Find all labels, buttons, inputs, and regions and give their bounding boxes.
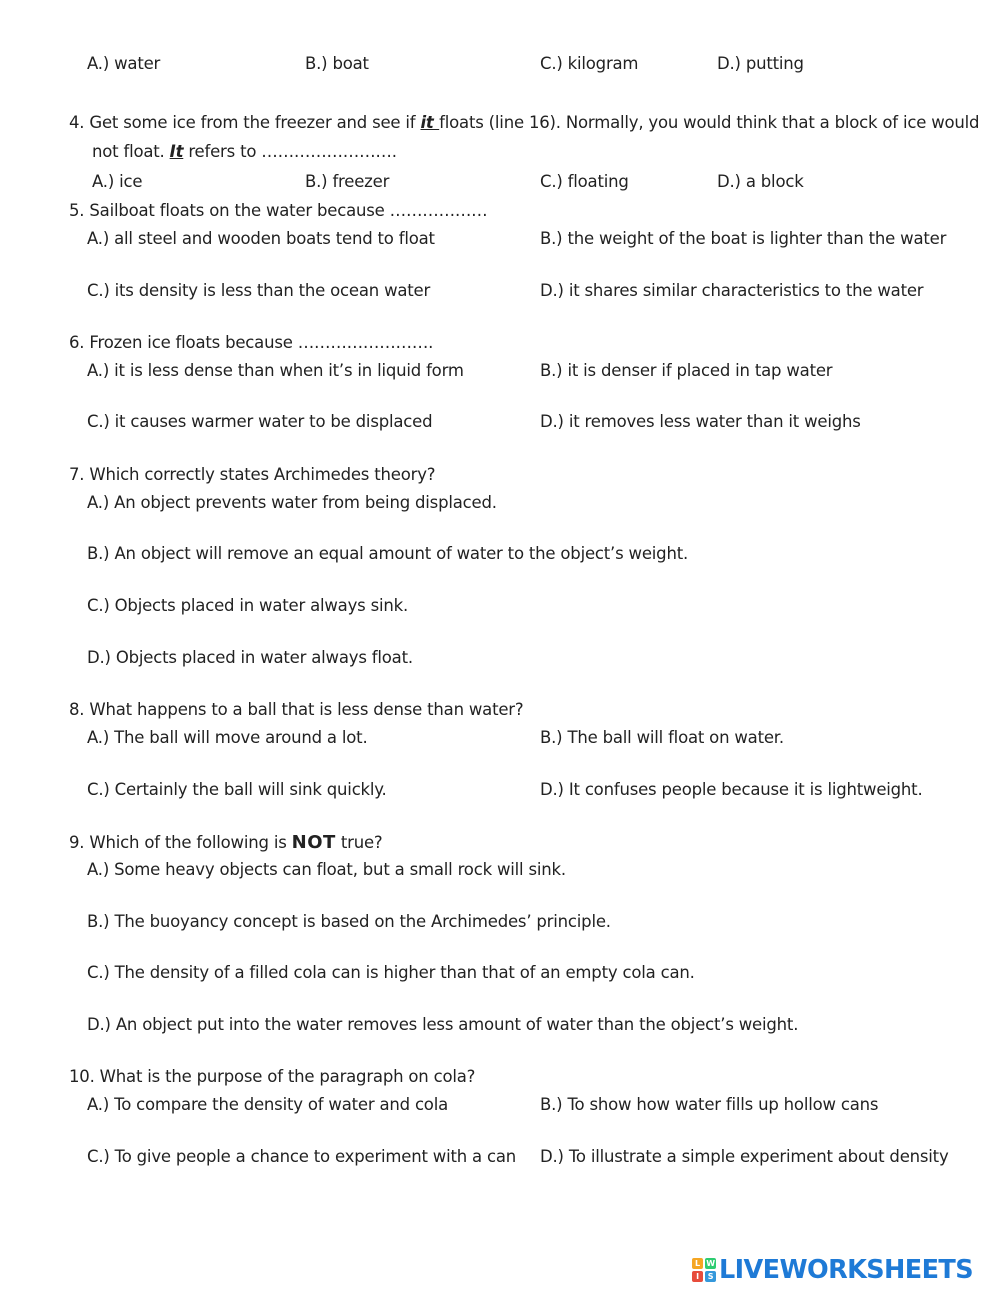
q8-option-c[interactable]: C.) Certainly the ball will sink quickly.: [87, 780, 387, 799]
liveworksheets-logo-text: LIVEWORKSHEETS: [719, 1255, 973, 1285]
q10-option-c[interactable]: C.) To give people a chance to experiment with a can: [87, 1147, 517, 1166]
q10-option-b[interactable]: B.) To show how water fills up hollow cans: [540, 1095, 879, 1114]
logo-mark-tile: I: [692, 1271, 703, 1282]
q8-option-d[interactable]: D.) It confuses people because it is lightweight.: [540, 780, 923, 799]
q5-option-c[interactable]: C.) its density is less than the ocean water: [87, 281, 431, 300]
q9-option-d[interactable]: D.) An object put into the water removes less amount of water than the object’s weight.: [87, 1015, 799, 1034]
q7-option-c[interactable]: C.) Objects placed in water always sink.: [87, 596, 409, 615]
q10-option-a[interactable]: A.) To compare the density of water and cola: [87, 1095, 448, 1114]
q4-question-line2: not float. It refers to …………………….: [92, 142, 397, 161]
q5-option-d[interactable]: D.) it shares similar characteristics to the water: [540, 281, 924, 300]
liveworksheets-logo: [692, 1256, 973, 1284]
q3-option-b[interactable]: B.) boat: [305, 54, 369, 73]
q8-option-a[interactable]: A.) The ball will move around a lot.: [87, 728, 368, 747]
q4-option-a[interactable]: A.) ice: [92, 172, 143, 191]
q10-option-d[interactable]: D.) To illustrate a simple experiment about density: [540, 1147, 949, 1166]
q4-option-b[interactable]: B.) freezer: [305, 172, 390, 191]
q4-option-c[interactable]: C.) floating: [540, 172, 629, 191]
q4-option-d[interactable]: D.) a block: [717, 172, 804, 191]
q8-option-b[interactable]: B.) The ball will float on water.: [540, 728, 784, 747]
q9-option-a[interactable]: A.) Some heavy objects can float, but a small rock will sink.: [87, 860, 566, 879]
q7-option-a[interactable]: A.) An object prevents water from being displaced.: [87, 493, 497, 512]
q6-question: 6. Frozen ice floats because …………………….: [69, 333, 434, 352]
q5-question: 5. Sailboat floats on the water because ………………: [69, 201, 488, 220]
q7-option-b[interactable]: B.) An object will remove an equal amount of water to the object’s weight.: [87, 544, 689, 563]
q6-option-c[interactable]: C.) it causes warmer water to be displaced: [87, 412, 433, 431]
q5-option-a[interactable]: A.) all steel and wooden boats tend to float: [87, 229, 435, 248]
q7-question: 7. Which correctly states Archimedes theory?: [69, 465, 436, 484]
q9-option-b[interactable]: B.) The buoyancy concept is based on the Archimedes’ principle.: [87, 912, 611, 931]
q3-option-d[interactable]: D.) putting: [717, 54, 804, 73]
liveworksheets-logo-icon: [692, 1258, 716, 1282]
q3-option-c[interactable]: C.) kilogram: [540, 54, 639, 73]
q8-question: 8. What happens to a ball that is less dense than water?: [69, 700, 524, 719]
q4-question-line1: 4. Get some ice from the freezer and see if it floats (line 16). Normally, you would think that a block of ice would: [69, 113, 980, 132]
q9-option-c[interactable]: C.) The density of a filled cola can is higher than that of an empty cola can.: [87, 963, 695, 982]
q6-option-b[interactable]: B.) it is denser if placed in tap water: [540, 361, 833, 380]
logo-mark-tile: L: [692, 1258, 703, 1269]
q10-question: 10. What is the purpose of the paragraph on cola?: [69, 1067, 476, 1086]
logo-mark-tile: S: [705, 1271, 716, 1282]
logo-mark-tile: W: [706, 1259, 715, 1268]
q5-option-b[interactable]: B.) the weight of the boat is lighter than the water: [540, 229, 947, 248]
q6-option-d[interactable]: D.) it removes less water than it weighs: [540, 412, 861, 431]
q7-option-d[interactable]: D.) Objects placed in water always float.: [87, 648, 413, 667]
q3-option-a[interactable]: A.) water: [87, 54, 161, 73]
q9-question: 9. Which of the following is NOT true?: [69, 832, 383, 853]
q6-option-a[interactable]: A.) it is less dense than when it’s in liquid form: [87, 361, 464, 380]
